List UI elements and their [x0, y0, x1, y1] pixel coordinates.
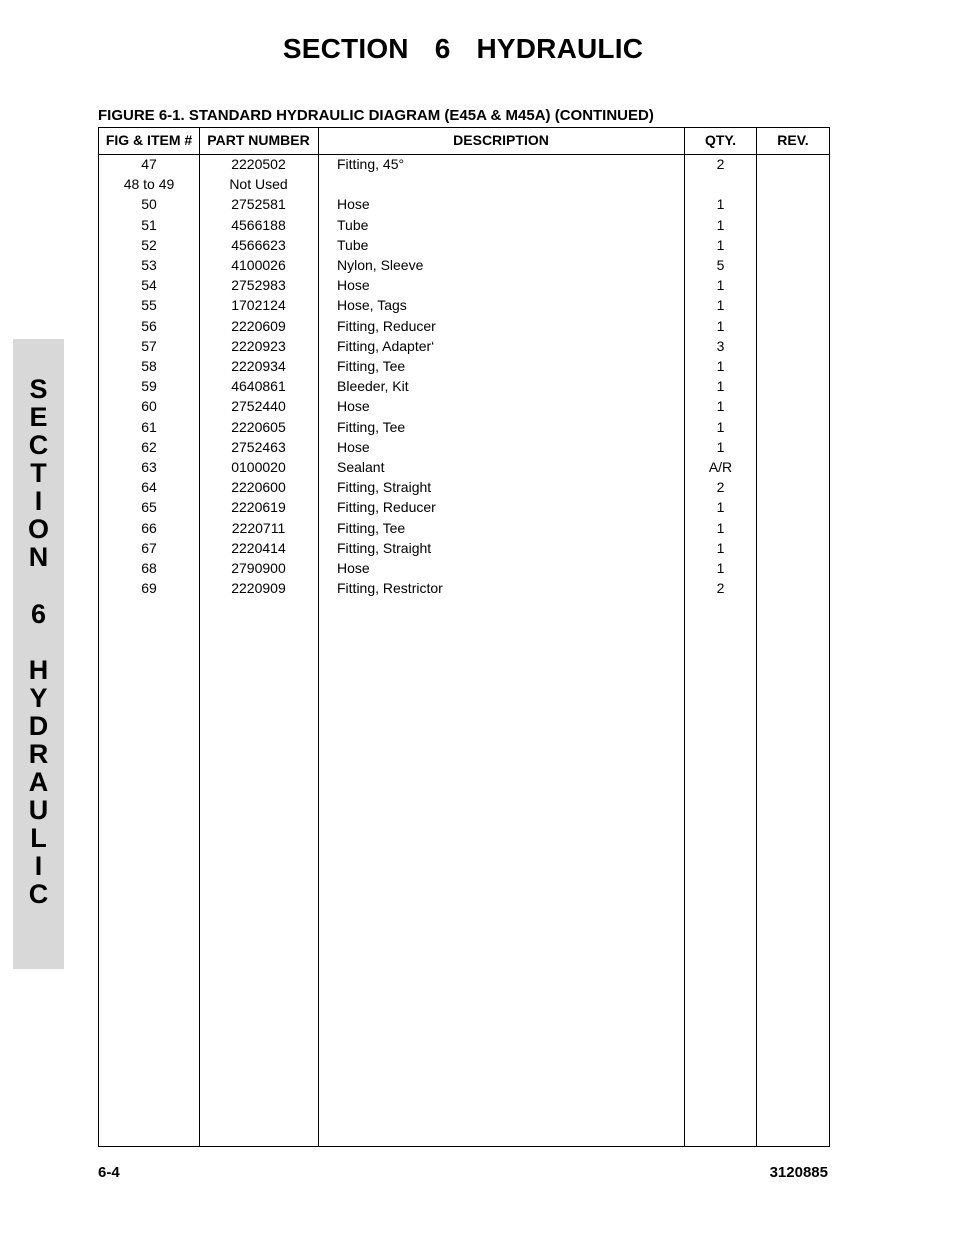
- cell-part-number: 2220502: [231, 156, 286, 172]
- cell-qty: 1: [716, 398, 725, 415]
- table-row: [99, 337, 829, 357]
- cell-description: Sealant: [337, 459, 385, 475]
- cell-part-number: 0100020: [231, 459, 286, 475]
- cell-qty: 1: [716, 297, 725, 314]
- table-row: [99, 276, 829, 296]
- side-tab-letter: C: [28, 879, 49, 909]
- side-tab-letter: I: [34, 486, 43, 516]
- cell-description: Hose: [337, 277, 370, 294]
- cell-description: Nylon, Sleeve: [337, 257, 424, 273]
- cell-qty: 1: [716, 560, 725, 576]
- cell-fig-item: 52: [141, 236, 157, 253]
- table-row: [99, 458, 829, 478]
- side-tab-letter: R: [28, 739, 49, 769]
- cell-qty: 1: [716, 378, 725, 395]
- cell-fig-item: 66: [141, 519, 157, 536]
- cell-part-number: 2752463: [231, 438, 286, 455]
- cell-description: Fitting, Adapter‘: [337, 337, 435, 354]
- side-tab-letter: S: [29, 374, 48, 404]
- section-side-tab: [13, 339, 64, 969]
- cell-part-number: 2752581: [231, 196, 286, 213]
- table-row: [99, 438, 829, 458]
- cell-fig-item: 63: [141, 459, 157, 475]
- section-title: SECTION 6 HYDRAULIC: [282, 33, 644, 64]
- cell-description: Fitting, Reducer: [337, 499, 436, 516]
- cell-part-number: 4100026: [231, 257, 286, 273]
- cell-part-number: 1702124: [231, 297, 286, 314]
- cell-part-number: 2220934: [231, 358, 286, 374]
- cell-description: Hose: [337, 560, 370, 576]
- cell-qty: 2: [716, 580, 725, 597]
- parts-table: [98, 127, 830, 1147]
- cell-description: Hose: [337, 196, 370, 213]
- table-row: [99, 296, 829, 316]
- table-row: [99, 559, 829, 579]
- cell-fig-item: 53: [141, 257, 157, 273]
- cell-qty: A/R: [708, 459, 733, 475]
- cell-description: Fitting, Tee: [337, 418, 406, 435]
- table-row: [99, 519, 829, 539]
- cell-description: Tube: [337, 236, 369, 253]
- cell-fig-item: 56: [141, 317, 157, 334]
- cell-part-number: 2752440: [231, 398, 286, 415]
- cell-fig-item: 54: [141, 277, 157, 294]
- cell-fig-item: 51: [141, 216, 157, 233]
- cell-qty: 5: [716, 257, 725, 273]
- side-tab-letter: D: [28, 711, 49, 741]
- cell-part-number: 4566623: [231, 236, 286, 253]
- cell-qty: 3: [716, 337, 725, 354]
- cell-description: Bleeder, Kit: [337, 378, 409, 395]
- cell-description: Tube: [337, 216, 369, 233]
- table-row: [99, 498, 829, 518]
- cell-description: Fitting, Tee: [337, 358, 406, 374]
- cell-qty: 1: [716, 499, 725, 516]
- cell-fig-item: 59: [141, 378, 157, 395]
- figure-title: FIGURE 6-1. STANDARD HYDRAULIC DIAGRAM (E45A & M45A) (CONTINUED): [98, 107, 654, 124]
- header-qty: QTY.: [704, 132, 737, 148]
- table-row: [99, 317, 829, 337]
- table-row: [99, 377, 829, 397]
- cell-fig-item: 64: [141, 479, 157, 496]
- table-row: [99, 357, 829, 377]
- cell-fig-item: 68: [141, 560, 157, 576]
- side-tab-letter: H: [28, 655, 49, 685]
- page-number: 6-4: [98, 1164, 120, 1181]
- cell-description: Fitting, 45°: [337, 156, 405, 172]
- header-fig-item: FIG & ITEM #: [105, 132, 193, 148]
- side-tab-letter: N: [28, 542, 49, 572]
- table-row: [99, 236, 829, 256]
- side-tab-letter: C: [28, 430, 49, 460]
- side-tab-letter: I: [34, 851, 43, 881]
- cell-qty: 1: [716, 438, 725, 455]
- cell-fig-item: 58: [141, 358, 157, 374]
- table-row: [99, 175, 829, 195]
- table-row: [99, 397, 829, 417]
- cell-description: Fitting, Tee: [337, 519, 406, 536]
- cell-fig-item: 61: [141, 418, 157, 435]
- cell-description: Fitting, Restrictor: [337, 580, 443, 597]
- cell-part-number: 2752983: [231, 277, 286, 294]
- cell-fig-item: 47: [141, 156, 157, 172]
- side-tab-letter: A: [28, 767, 49, 797]
- table-row: [99, 539, 829, 559]
- cell-qty: 2: [716, 156, 725, 172]
- cell-description: Fitting, Straight: [337, 539, 432, 556]
- cell-qty: 2: [716, 479, 725, 496]
- header-part-number: PART NUMBER: [207, 132, 310, 148]
- table-row: [99, 418, 829, 438]
- cell-fig-item: 50: [141, 196, 157, 213]
- cell-part-number: 4566188: [231, 216, 286, 233]
- cell-part-number: 2220909: [231, 580, 286, 597]
- side-tab-letter: L: [30, 823, 47, 853]
- side-tab-letter: E: [29, 402, 48, 432]
- table-row: [99, 579, 829, 599]
- side-tab-letter: T: [30, 458, 47, 488]
- cell-qty: 1: [716, 317, 725, 334]
- side-tab-letter: U: [28, 795, 49, 825]
- cell-part-number: 2220414: [231, 539, 286, 556]
- cell-qty: 1: [716, 236, 725, 253]
- cell-part-number: 2790900: [231, 560, 286, 576]
- document-number: 3120885: [769, 1164, 828, 1181]
- cell-part-number: 4640861: [231, 378, 286, 395]
- cell-part-number: 2220711: [231, 519, 286, 536]
- cell-qty: 1: [716, 519, 725, 536]
- cell-fig-item: 69: [141, 580, 157, 597]
- cell-part-number: Not Used: [229, 176, 288, 193]
- table-row: [99, 195, 829, 215]
- table-row: [99, 216, 829, 236]
- table-header: [99, 128, 829, 155]
- cell-qty: 1: [716, 277, 725, 294]
- cell-part-number: 2220609: [231, 317, 286, 334]
- cell-description: Fitting, Reducer: [337, 317, 436, 334]
- cell-part-number: 2220605: [231, 418, 286, 435]
- cell-part-number: 2220600: [231, 479, 286, 496]
- table-row: [99, 478, 829, 498]
- side-tab-letter: 6: [30, 599, 47, 629]
- cell-fig-item: 60: [141, 398, 157, 415]
- header-description: DESCRIPTION: [453, 132, 549, 148]
- cell-part-number: 2220923: [231, 337, 286, 354]
- cell-fig-item: 55: [141, 297, 157, 314]
- cell-fig-item: 57: [141, 337, 157, 354]
- cell-description: Hose: [337, 438, 370, 455]
- header-rev: REV.: [777, 132, 809, 148]
- cell-qty: 1: [716, 539, 725, 556]
- cell-fig-item: 67: [141, 539, 157, 556]
- cell-description: Hose, Tags: [337, 297, 407, 314]
- cell-description: Hose: [337, 398, 370, 415]
- cell-qty: 1: [716, 418, 725, 435]
- cell-fig-item: 65: [141, 499, 157, 516]
- table-row: [99, 256, 829, 276]
- side-tab-letter: Y: [29, 683, 48, 713]
- cell-description: Fitting, Straight: [337, 479, 432, 496]
- side-tab-letter: O: [27, 514, 49, 544]
- cell-part-number: 2220619: [231, 499, 286, 516]
- cell-fig-item: 48 to 49: [123, 176, 175, 193]
- table-row: [99, 155, 829, 175]
- cell-qty: 1: [716, 196, 725, 213]
- cell-qty: 1: [716, 358, 725, 374]
- cell-fig-item: 62: [141, 438, 157, 455]
- cell-qty: 1: [716, 216, 725, 233]
